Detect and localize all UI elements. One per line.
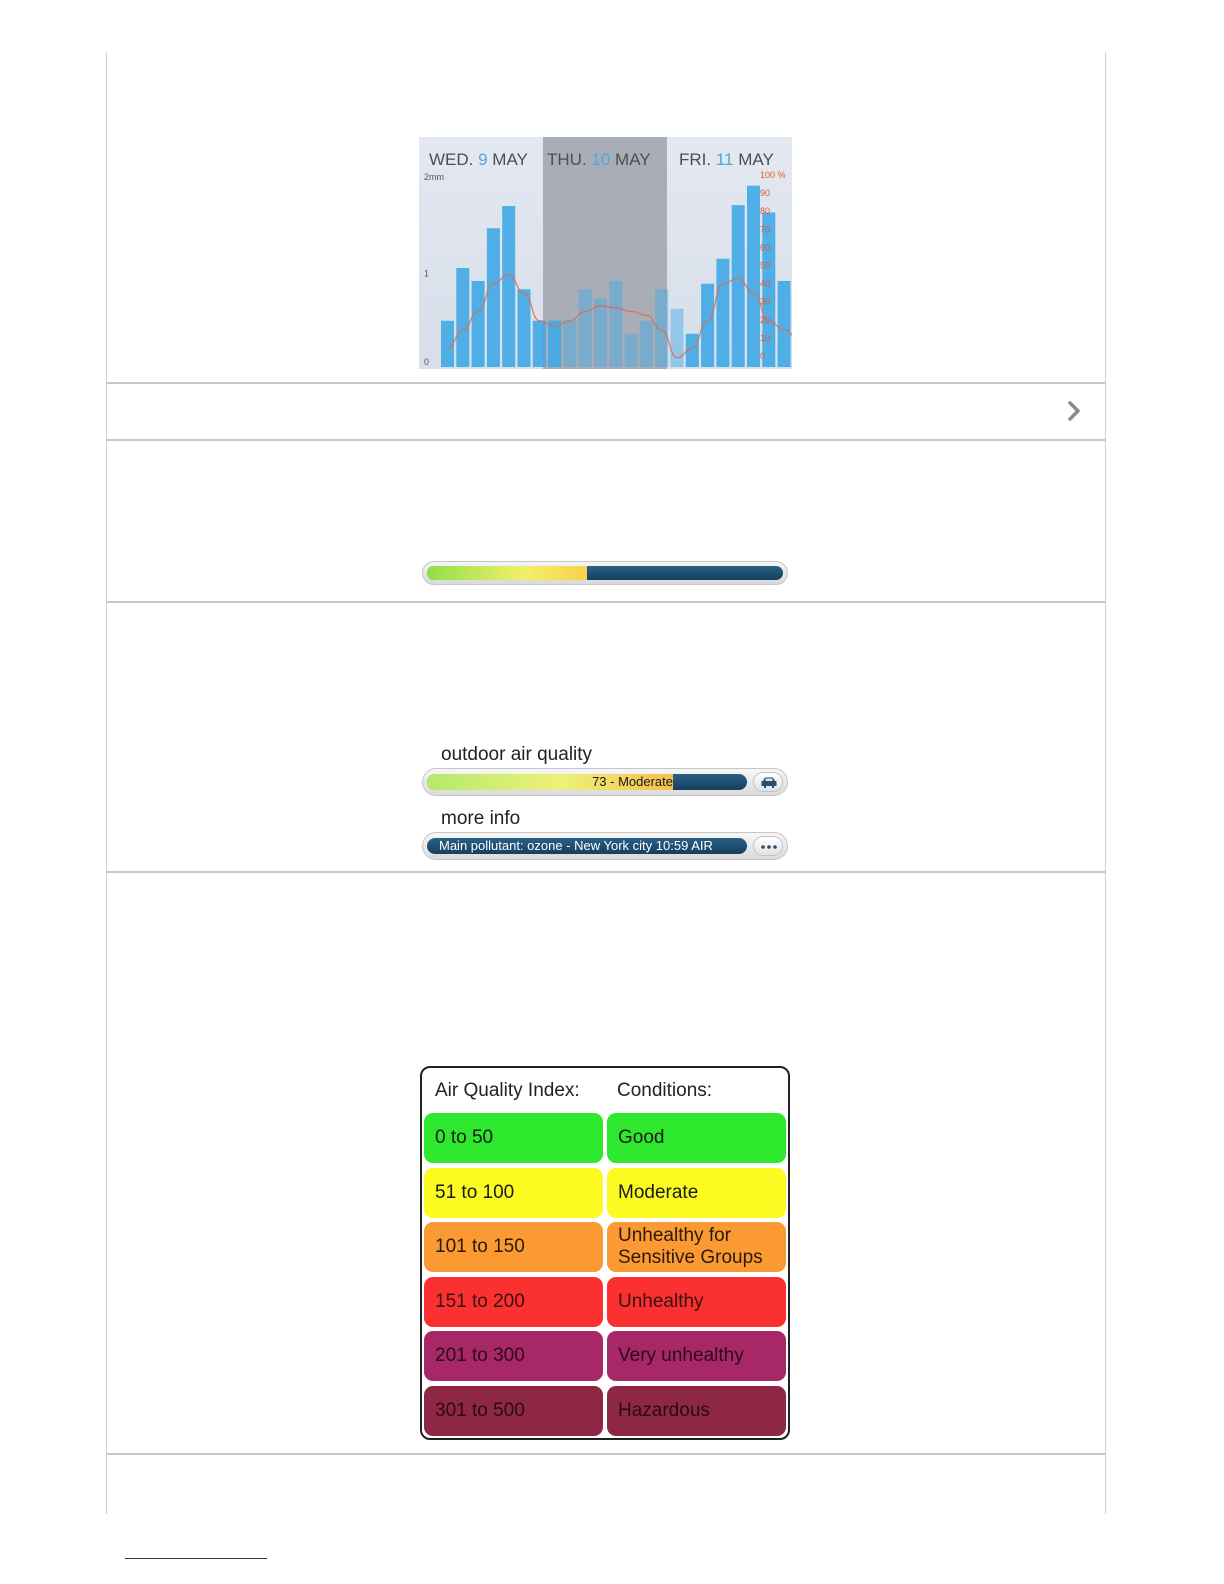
day-header-3: FRI. 11 MAY xyxy=(679,150,774,169)
aqi-range-cell: 301 to 500 xyxy=(424,1386,603,1436)
divider xyxy=(106,439,1106,441)
precip-bar xyxy=(533,321,546,367)
aqi-range-cell: 0 to 50 xyxy=(424,1113,603,1163)
precip-bar xyxy=(441,321,454,367)
aqi-range-cell: 151 to 200 xyxy=(424,1277,603,1327)
ellipsis-icon xyxy=(760,840,778,853)
aqi-meter xyxy=(427,774,747,790)
aqi-column-header: Air Quality Index: xyxy=(435,1080,580,1101)
right-axis-tick: 0 xyxy=(760,351,766,361)
left-axis-tick: 1 xyxy=(424,268,430,279)
aqi-range-cell: 51 to 100 xyxy=(424,1168,603,1218)
left-axis-tick: 0 xyxy=(424,357,430,367)
more-info-label: more info xyxy=(441,808,521,829)
precip-bar xyxy=(778,281,791,367)
right-axis-tick: 100 % xyxy=(760,170,786,180)
precip-bar xyxy=(609,281,622,367)
outdoor-air-quality-label: outdoor air quality xyxy=(441,744,593,765)
divider xyxy=(106,601,1106,603)
right-axis-tick: 90 xyxy=(760,188,771,199)
aqi-condition-cell: Moderate xyxy=(607,1168,786,1218)
right-axis-tick: 30 xyxy=(760,296,771,307)
chart-canvas xyxy=(419,137,792,369)
aqi-condition-cell: Hazardous xyxy=(607,1386,786,1436)
more-info-button[interactable] xyxy=(753,836,783,856)
more-info-text: Main pollutant: ozone - New York city 10:59 AIR xyxy=(439,838,713,853)
footnote-rule xyxy=(125,1558,267,1559)
progress-fill xyxy=(427,566,587,580)
right-axis-tick: 10 xyxy=(760,332,771,343)
precip-bar xyxy=(548,321,561,367)
day-header-2: THU. 10 MAY xyxy=(547,150,651,169)
right-axis-tick: 50 xyxy=(760,260,771,271)
precipitation-forecast-chart xyxy=(419,137,792,369)
precip-bar xyxy=(472,281,485,367)
precip-bar xyxy=(747,186,760,367)
right-axis-tick: 70 xyxy=(760,224,771,235)
right-axis-tick: 40 xyxy=(760,278,771,289)
chevron-right-icon xyxy=(1061,398,1087,424)
right-axis-tick: 80 xyxy=(760,206,771,217)
forecast-details-row[interactable] xyxy=(107,384,1105,439)
divider xyxy=(106,871,1106,873)
progress-track xyxy=(427,566,783,580)
aqi-condition-cell: Very unhealthy xyxy=(607,1331,786,1381)
precip-bar xyxy=(518,289,531,367)
status-progress-bar xyxy=(422,561,788,585)
divider xyxy=(106,1453,1106,1455)
precip-bar xyxy=(487,228,500,367)
conditions-column-header: Conditions: xyxy=(617,1080,713,1101)
outdoor-air-quality-widget xyxy=(422,768,788,796)
right-axis-tick: 20 xyxy=(760,314,771,325)
precip-bar xyxy=(732,205,745,367)
precip-bar xyxy=(456,268,469,367)
precip-bar xyxy=(563,321,576,367)
precip-bar xyxy=(579,289,592,367)
aqi-range-cell: 101 to 150 xyxy=(424,1222,603,1272)
more-info-widget xyxy=(422,832,788,860)
precip-bar xyxy=(625,334,638,367)
aqi-value: 73 - Moderate xyxy=(592,774,673,789)
aqi-condition-cell: Good xyxy=(607,1113,786,1163)
precip-bar xyxy=(502,206,515,367)
aqi-condition-cell: Unhealthy xyxy=(607,1277,786,1327)
precip-bar xyxy=(762,213,775,367)
left-axis-tick: 2mm xyxy=(424,172,444,182)
aqi-range-cell: 201 to 300 xyxy=(424,1331,603,1381)
right-axis-tick: 60 xyxy=(760,242,771,253)
precip-bar xyxy=(594,299,607,367)
aqi-condition-cell: Unhealthy for Sensitive Groups xyxy=(607,1222,786,1272)
more-info-ticker xyxy=(427,838,747,854)
car-icon xyxy=(760,776,778,789)
day-header-1: WED. 9 MAY xyxy=(429,150,528,169)
car-button[interactable] xyxy=(753,772,783,792)
precip-bar xyxy=(640,321,653,367)
aqi-legend-table xyxy=(420,1066,790,1440)
precip-bar xyxy=(716,259,729,367)
